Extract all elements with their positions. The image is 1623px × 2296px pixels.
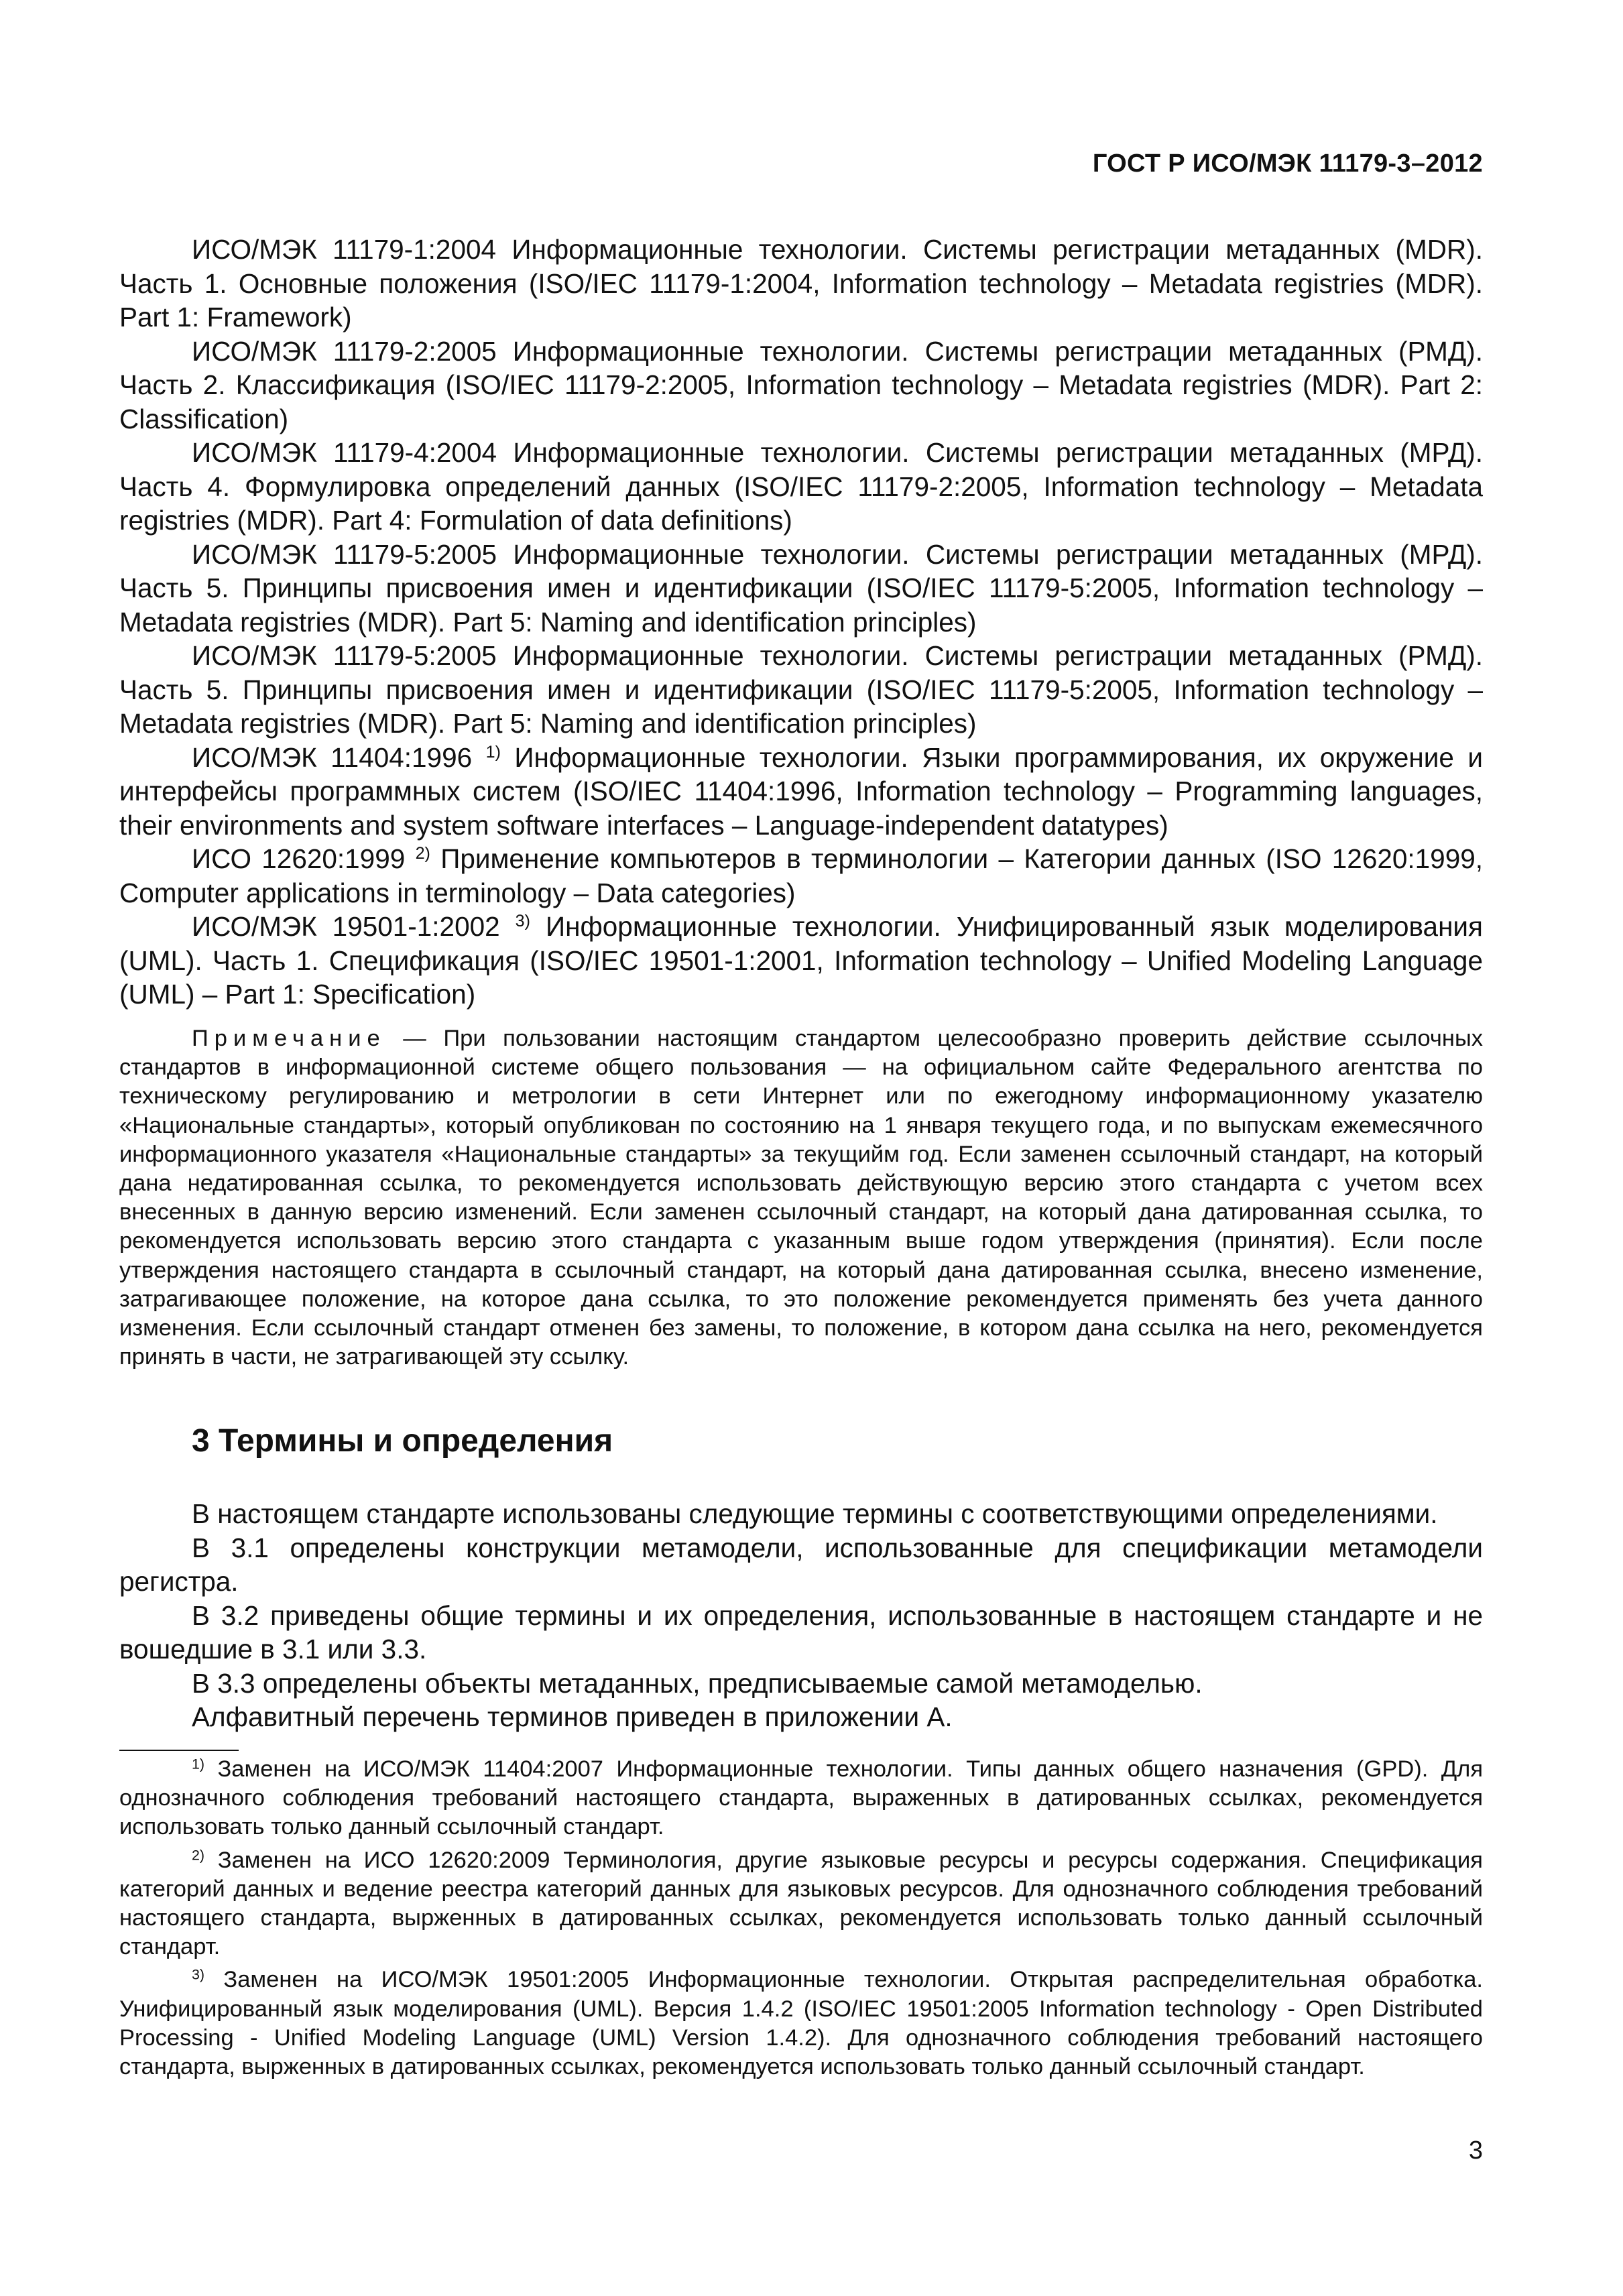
- body-paragraph: В 3.2 приведены общие термины и их определения, использованные в настоящем стандарте и не вошедшие в 3.1 или 3.3.: [119, 1599, 1483, 1665]
- body-paragraph: Алфавитный перечень терминов приведен в приложении А.: [192, 1701, 953, 1732]
- reference-item: ИСО/МЭК 11179-4:2004 Информационные технологии. Системы регистрации метаданных (МРД). Часть 4. Формулировка определений данных (ISO/IEC 11179-2:2005, Information technology – Metadata registries (MDR). Part 4: Formulation of data definitions): [119, 437, 1483, 536]
- reference-item: ИСО/МЭК 11179-5:2005 Информационные технологии. Системы регистрации метаданных (РМД). Часть 5. Принципы присвоения имен и идентификации (ISO/IEC 11179-5:2005, Information technology – Metadata registries (MDR). Part 5: Naming and identification principles): [119, 640, 1483, 739]
- body-paragraph: В настоящем стандарте использованы следующие термины с соответствующими определениями.: [192, 1498, 1438, 1529]
- body-paragraph: В 3.1 определены конструкции метамодели, использованные для спецификации метамодели регистра.: [119, 1532, 1483, 1597]
- reference-item: ИСО/МЭК 11179-1:2004 Информационные технологии. Системы регистрации метаданных (MDR). Часть 1. Основные положения (ISO/IEC 11179-1:2004, Information technology – Metadata registries (MDR). Part 1: Framework): [119, 234, 1483, 333]
- footnote: $^{3)}$ Заменен на ИСО/МЭК 19501:2005 Информационные технологии. Открытая распределительная обработка. Унифицированный язык моделирования (UML). Версия 1.4.2 (ISO/IEC 19501:2005 Information technology - Open Distributed Processing - Unified Modeling Language (UML) Version 1.4.2). Для однозначного соблюдения требований настоящего стандарта, вырженных в датированных ссылках, рекомендуется использовать только данный ссылочный стандарт.: [119, 1966, 1483, 2080]
- reference-item: ИСО 12620:1999 $^{2)}$ Применение компьютеров в терминологии – Категории данных (ISO 12620:1999, Computer applications in terminology – Data categories): [119, 843, 1484, 908]
- page-number: 3: [1468, 2136, 1483, 2165]
- note-text: — При пользовании настоящим стандартом целесообразно проверить действие ссылочных стандартов в информационной системе общего пользования — на официальном сайте Федерального агентства по техническому регулированию и метрологии в сети Интернет или по ежегодному информационному указателю «Национальные стандарты», который опубликован по состоянию на 1 января текущего года, и по выпускам ежемесячного информационного указателя «Национальные стандарты» за текущийм год. Если заменен ссылочный стандарт, на который дана недатированная ссылка, то рекомендуется использовать действующую версию этого стандарта с учетом всех внесенных в данную версию изменений. Если заменен ссылочный стандарт, на который дана датированная ссылка, то рекомендуется использовать версию этого стандарта с указанным выше годом утверждения (принятия). Если после утверждения настоящего стандарта в ссылочный стандарт, на который дана датированная ссылка, внесено изменение, затрагивающее положение, на которое дана ссылка, то это положение рекомендуется применять без учета данного изменения. Если ссылочный стандарт отменен без замены, то положение, в котором дана ссылка на него, рекомендуется принять в части, не затрагивающей эту ссылку.: [119, 1026, 1483, 1370]
- footnote-separator: [119, 1750, 239, 1751]
- note-label: Примечание: [192, 1026, 386, 1051]
- footnote-ref: 1): [485, 742, 501, 762]
- footnote-mark: 3): [192, 1966, 205, 1983]
- footnote-mark: 2): [192, 1846, 205, 1863]
- footnote: $^{2)}$ Заменен на ИСО 12620:2009 Терминология, другие языковые ресурсы и ресурсы содержания. Спецификация категорий данных и ведение реестра категорий данных для языковых ресурсов. Для однозначного соблюдения требований настоящего стандарта, вырженных в датированных ссылках, рекомендуется использовать только данный ссылочный стандарт.: [119, 1846, 1483, 1960]
- body-paragraph: В 3.3 определены объекты метаданных, предписываемые самой метамоделью.: [192, 1667, 1203, 1699]
- section-body: [119, 1497, 1483, 1734]
- section-title: 3 Термины и определения: [192, 1423, 613, 1459]
- document-header: ГОСТ Р ИСО/МЭК 11179-3–2012: [1092, 149, 1483, 178]
- footnote-ref: 2): [415, 844, 430, 863]
- footnote-mark: 1): [192, 1756, 205, 1772]
- reference-item: ИСО/МЭК 19501-1:2002 $^{3)}$ Информационные технологии. Унифицированный язык моделирования (UML). Часть 1. Спецификация (ISO/IEC 19501-1:2001, Information technology – Unified Modeling Language (UML) – Part 1: Specification): [119, 911, 1483, 1010]
- reference-item: ИСО/МЭК 11179-2:2005 Информационные технологии. Системы регистрации метаданных (РМД). Часть 2. Классификация (ISO/IEC 11179-2:2005, Information technology – Metadata registries (MDR). Part 2: Classification): [119, 335, 1483, 434]
- note-paragraph: [119, 1024, 1483, 1372]
- document-page: [119, 0, 1483, 2296]
- footnote-ref: 3): [515, 912, 530, 931]
- footnotes: [119, 1755, 1483, 2086]
- reference-item: ИСО/МЭК 11179-5:2005 Информационные технологии. Системы регистрации метаданных (МРД). Часть 5. Принципы присвоения имен и идентификации (ISO/IEC 11179-5:2005, Information technology – Metadata registries (MDR). Part 5: Naming and identification principles): [119, 538, 1483, 638]
- normative-references: [119, 233, 1483, 1012]
- reference-item: ИСО/МЭК 11404:1996 $^{1)}$ Информационные технологии. Языки программирования, их окружение и интерфейсы программных систем (ISO/IEC 11404:1996, Information technology – Programming languages, their environments and system software interfaces – Language-independent datatypes): [119, 741, 1483, 841]
- footnote: $^{1)}$ Заменен на ИСО/МЭК 11404:2007 Информационные технологии. Типы данных общего назначения (GPD). Для однозначного соблюдения требований настоящего стандарта, выраженных в датированных ссылках, рекомендуется использовать только данный ссылочный стандарт.: [119, 1756, 1483, 1840]
